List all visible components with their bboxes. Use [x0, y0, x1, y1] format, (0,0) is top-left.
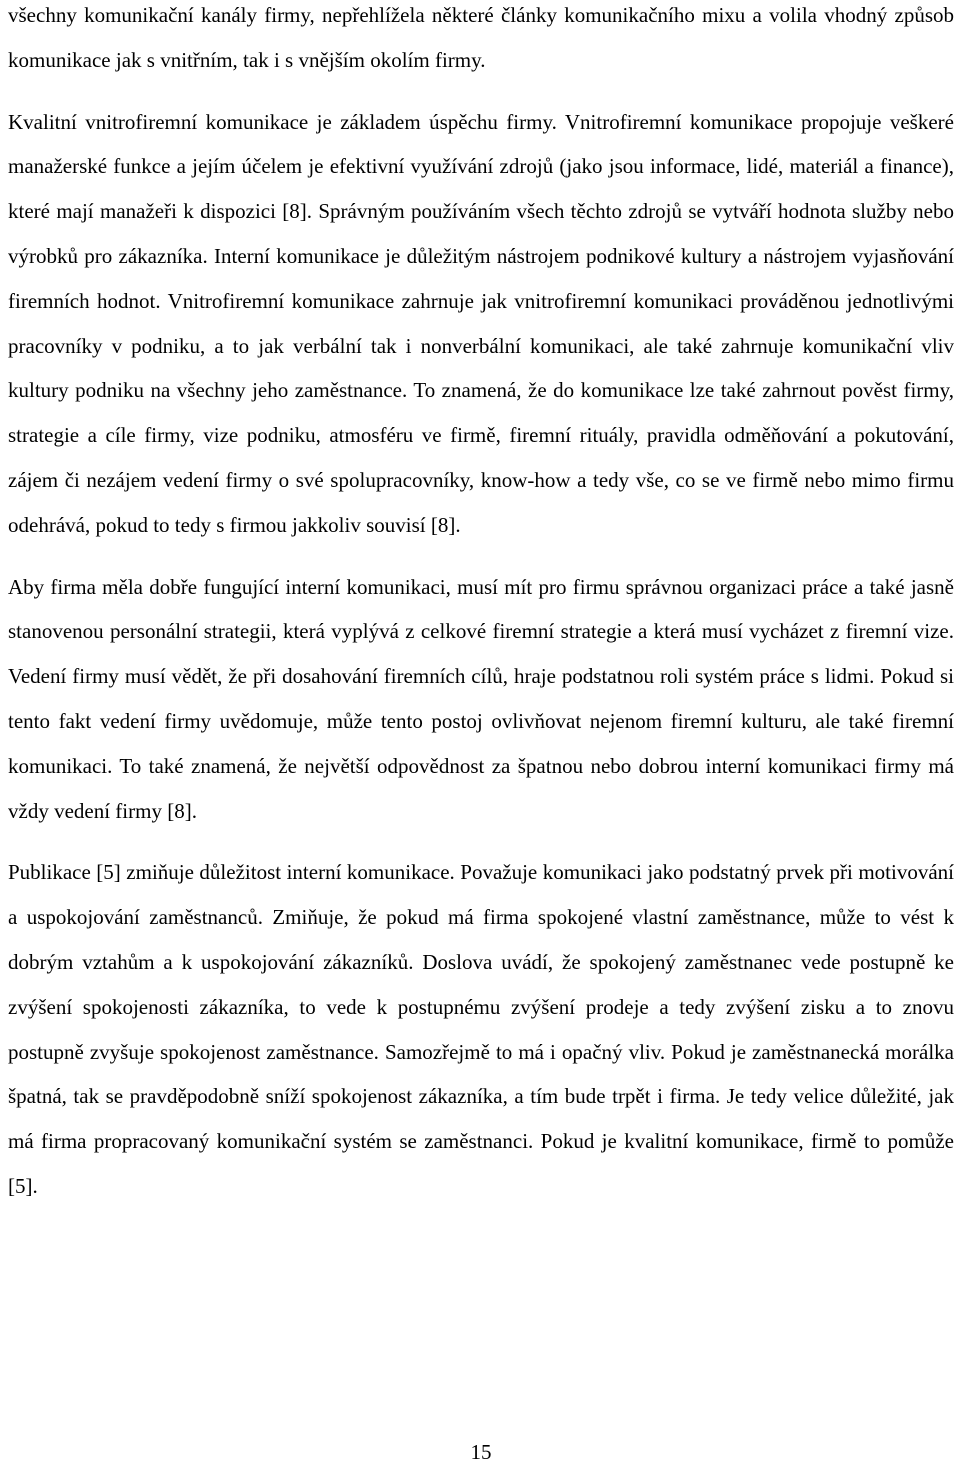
paragraph-publication: Publikace [5] zmiňuje důležitost interní komunikace. Považuje komunikaci jako podstatný prvek při motivování a uspokojování zaměstnanců. Zmiňuje, že pokud má firma spokojené vlastní zaměstnance, může to vést k dobrým vztahům a k uspokojování zákazníků. Doslova uvádí, že spokojený zaměstnanec vede postupně ke zvýšení spokojenosti zákazníka, to vede k postupnému zvýšení prodeje a tedy zvýšení zisku a to znovu postupně zvyšuje spokojenost zaměstnance. Samozřejmě to má i opačný vliv. Pokud je zaměstnanecká morálka špatná, tak se pravděpodobně sníží spokojenost zákazníka, a tím bude trpět i firma. Je tedy velice důležité, jak má firma propracovaný komunikační systém se zaměstnanci. Pokud je kvalitní komunikace, firmě to pomůže [5]. [8, 860, 954, 1198]
page-number: 15 [470, 1440, 492, 1464]
paragraph-internal-communication: Kvalitní vnitrofiremní komunikace je základem úspěchu firmy. Vnitrofiremní komunikace propojuje veškeré manažerské funkce a jejím účelem je efektivní využívání zdrojů (jako jsou informace, lidé, materiál a finance), které mají manažeři k dispozici [8]. Správným používáním všech těchto zdrojů se vytváří hodnota služby nebo výrobků pro zákazníka. Interní komunikace je důležitým nástrojem podnikové kultury a nástrojem vyjasňování firemních hodnot. Vnitrofiremní komunikace zahrnuje jak vnitrofiremní komunikaci prováděnou jednotlivými pracovníky v podniku, a to jak verbální tak i nonverbální komunikaci, ale také zahrnuje komunikační vliv kultury podniku na všechny jeho zaměstnance. To znamená, že do komunikace lze také zahrnout pověst firmy, strategie a cíle firmy, vize podniku, atmosféru ve firmě, firemní rituály, pravidla odměňování a pokutování, zájem či nezájem vedení firmy o své spolupracovníky, know-how a tedy vše, co se ve firmě nebo mimo firmu odehrává, pokud to tedy s firmou jakkoliv souvisí [8]. [8, 109, 954, 537]
paragraph-continuation: všechny komunikační kanály firmy, nepřehlížela některé články komunikačního mixu a volila vhodný způsob komunikace jak s vnitřním, tak i s vnějším okolím firmy. [8, 3, 954, 72]
paragraph-organization: Aby firma měla dobře fungující interní komunikaci, musí mít pro firmu správnou organizaci práce a také jasně stanovenou personální strategii, která vyplývá z celkové firemní strategie a která musí vycházet z firemní vize. Vedení firmy musí vědět, že při dosahování firemních cílů, hraje podstatnou roli systém práce s lidmi. Pokud si tento fakt vedení firmy uvědomuje, může tento postoj ovlivňovat nejenom firemní kulturu, ale také firemní komunikaci. To také znamená, že největší odpovědnost za špatnou nebo dobrou interní komunikaci firmy má vždy vedení firmy [8]. [8, 574, 954, 823]
document-page [8, 0, 954, 1471]
